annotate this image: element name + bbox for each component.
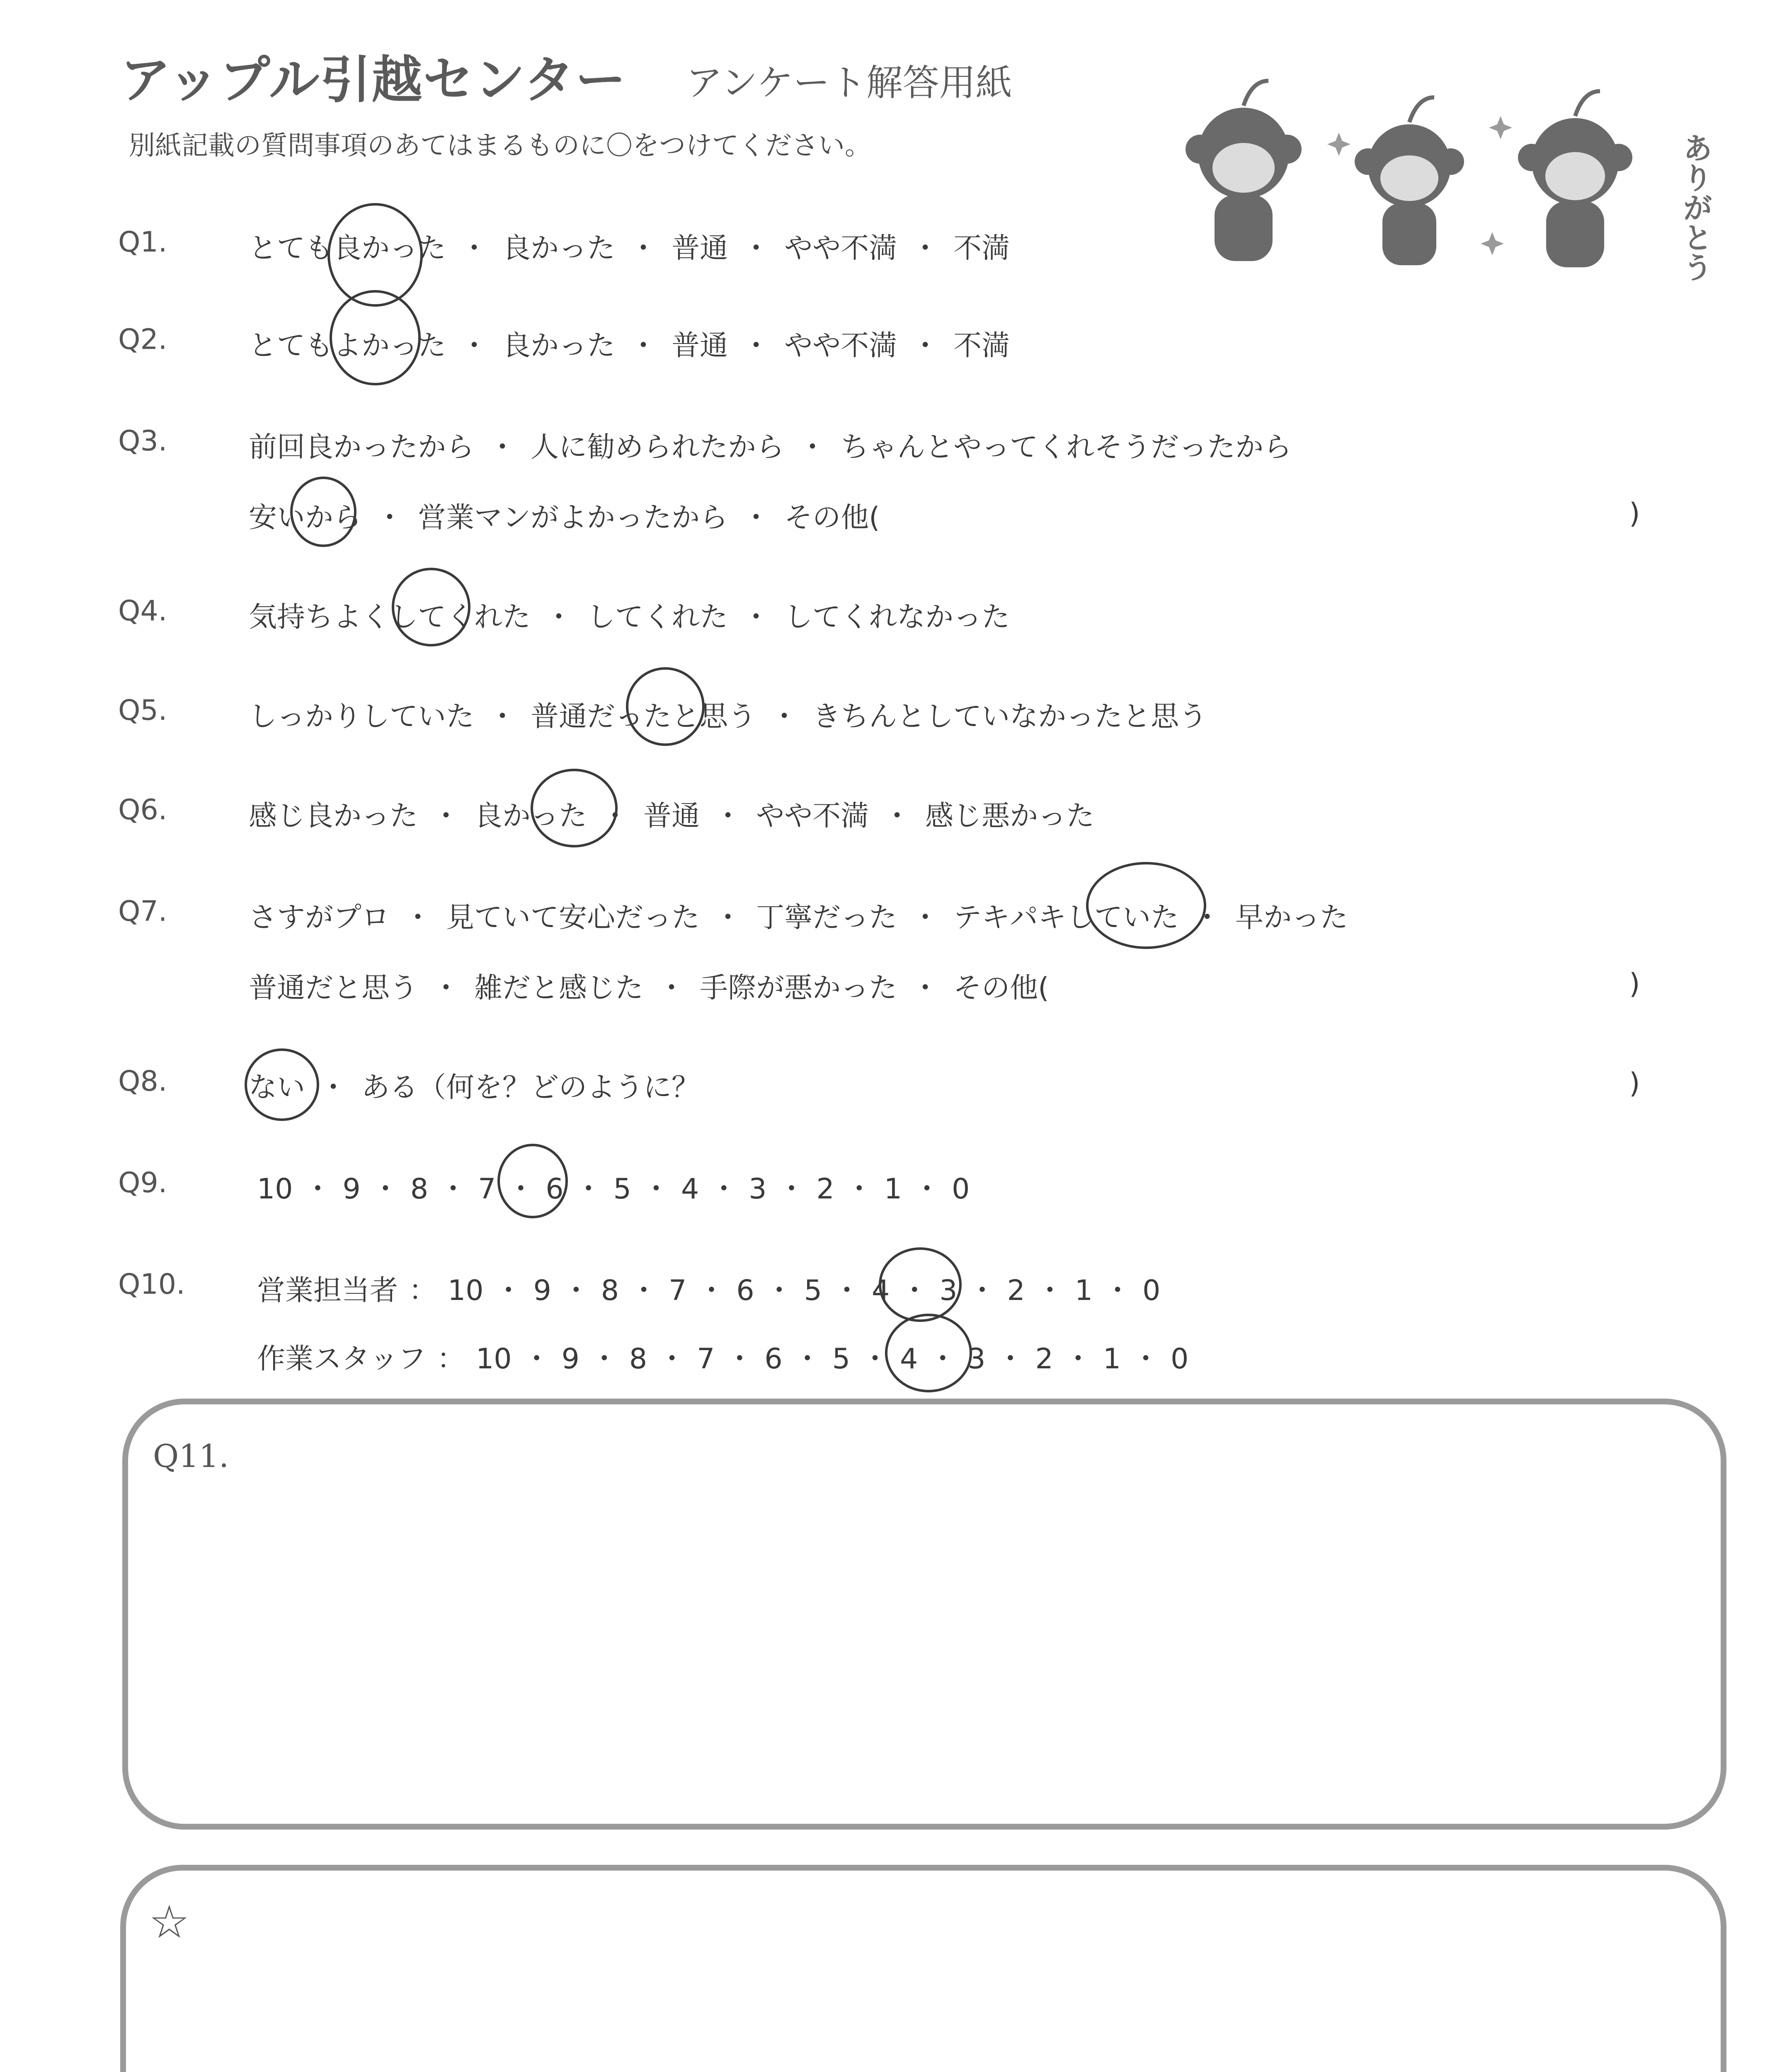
q9-selection-circle [497, 1144, 568, 1218]
q10-staff-score[interactable]: 0 [1171, 1343, 1189, 1375]
q10-label: Q10. [118, 1268, 185, 1301]
q7-close-paren: ) [1629, 968, 1640, 1000]
q4-option[interactable]: してくれた [587, 601, 728, 634]
q10-sales-score[interactable]: 8 [601, 1274, 619, 1307]
q7-options-line1: さすがプロ ・ 見ていて安心だった ・ 丁寧だった ・ テキパキしていた ・ 早かった [249, 901, 1348, 934]
q10-staff-score[interactable]: 8 [629, 1343, 647, 1375]
star-icon: ☆ [149, 1895, 190, 1949]
star-comment-box[interactable] [120, 1865, 1726, 2072]
q7-option[interactable]: 丁寧だった [756, 901, 897, 934]
q10-sales-score[interactable]: 0 [1142, 1274, 1161, 1307]
monkey-mascots-illustration [1161, 66, 1733, 282]
q1-option[interactable]: とても良かった [249, 232, 446, 265]
q7-options-line2: 普通だと思う ・ 雑だと感じた ・ 手際が悪かった ・ その他( [249, 972, 1049, 1005]
q1-option[interactable]: やや不満 [784, 232, 897, 265]
q2-option[interactable]: とてもよかった [249, 329, 446, 362]
q5-option[interactable]: しっかりしていた [249, 700, 475, 733]
q10-staff-label: 作業スタッフ [257, 1343, 427, 1375]
q2-option[interactable]: 不満 [953, 329, 1010, 362]
q6-option[interactable]: 普通 [643, 800, 700, 833]
q10-staff-score[interactable]: 4 [899, 1343, 918, 1375]
q8-option[interactable]: ない [249, 1071, 305, 1104]
q4-selection-circle [392, 568, 470, 646]
monkey-icon [1518, 91, 1632, 267]
q7-option[interactable]: 普通だと思う [249, 972, 418, 1005]
q3-option[interactable]: 人に勧められたから [531, 431, 785, 464]
q7-option[interactable]: 雑だと感じた [474, 972, 644, 1005]
q1-option[interactable]: 普通 [672, 232, 728, 265]
q8-selection-circle [245, 1048, 319, 1121]
q7-option[interactable]: 見ていて安心だった [446, 901, 700, 934]
q6-option[interactable]: 感じ良かった [249, 800, 418, 833]
q10-sales-score[interactable]: 5 [804, 1274, 822, 1307]
q7-selection-circle [1086, 862, 1206, 949]
q9-score[interactable]: 2 [816, 1173, 834, 1205]
q9-scale: 10 ・ 9 ・ 8 ・ 7 ・ 6 ・ 5 ・ 4 ・ 3 ・ 2 ・ 1 ・ 0 [257, 1173, 970, 1205]
q9-score[interactable]: 8 [410, 1173, 429, 1205]
q7-option[interactable]: 早かった [1235, 901, 1348, 934]
q4-options: 気持ちよくしてくれた ・ してくれた ・ してくれなかった [249, 601, 1010, 634]
q9-score[interactable]: 7 [478, 1173, 496, 1205]
q2-option[interactable]: やや不満 [784, 329, 897, 362]
monkey-icon [1186, 81, 1302, 261]
q9-label: Q9. [118, 1167, 167, 1199]
q3-close-paren: ) [1629, 497, 1640, 530]
q5-option[interactable]: 普通だったと思う [531, 700, 756, 733]
q5-selection-circle [626, 667, 705, 746]
q4-label: Q4. [118, 595, 167, 627]
q6-selection-circle [531, 769, 618, 847]
q9-score[interactable]: 3 [749, 1173, 767, 1205]
q2-selection-circle [330, 290, 421, 385]
q8-option[interactable]: ある（何を？どのように？ [361, 1071, 700, 1104]
q8-close-paren: ) [1629, 1067, 1640, 1100]
q10-staff-score[interactable]: 9 [561, 1343, 579, 1375]
q7-option[interactable]: 手際が悪かった [700, 972, 897, 1005]
q3-options-line2: 安いから ・ 営業マンがよかったから ・ その他( [249, 501, 880, 534]
q3-option[interactable]: 営業マンがよかったから [418, 501, 728, 534]
q3-selection-circle [290, 477, 356, 547]
q10-staff-row: 作業スタッフ ： 10 ・ 9 ・ 8 ・ 7 ・ 6 ・ 5 ・ 4 ・ 3 ・ 2 ・ 1 ・ 0 [257, 1343, 1189, 1375]
q10-sales-score[interactable]: 9 [533, 1274, 551, 1307]
q10-sales-score[interactable]: 10 [448, 1274, 484, 1307]
instruction-text: 別紙記載の質問事項のあてはまるものに〇をつけてください。 [128, 131, 871, 161]
mascot-caption: ありがとう [1678, 133, 1713, 282]
q10-staff-score[interactable]: 2 [1035, 1343, 1053, 1375]
q5-options: しっかりしていた ・ 普通だったと思う ・ きちんとしていなかったと思う [249, 700, 1207, 733]
q9-score[interactable]: 6 [546, 1173, 564, 1205]
form-subtitle: アンケート解答用紙 [686, 61, 1012, 104]
q10-sales-score[interactable]: 2 [1007, 1274, 1025, 1307]
q7-option[interactable]: テキパキしていた [953, 901, 1179, 934]
q9-score[interactable]: 0 [952, 1173, 970, 1205]
q10-sales-score[interactable]: 7 [669, 1274, 687, 1307]
q11-label: Q11. [153, 1438, 229, 1474]
q10-sales-row: 営業担当者 ： 10 ・ 9 ・ 8 ・ 7 ・ 6 ・ 5 ・ 4 ・ 3 ・ 2 ・ 1 ・ 0 [257, 1274, 1161, 1307]
q6-option[interactable]: やや不満 [756, 800, 869, 833]
q6-option[interactable]: 感じ悪かった [925, 800, 1095, 833]
q1-label: Q1. [118, 226, 167, 259]
q7-label: Q7. [118, 895, 167, 928]
q10-sales-score[interactable]: 6 [736, 1274, 754, 1307]
q10-staff-score[interactable]: 10 [476, 1343, 512, 1375]
q3-option[interactable]: 安いから [249, 501, 362, 534]
q1-option[interactable]: 不満 [953, 232, 1010, 265]
q10-sales-selection-circle [879, 1247, 962, 1322]
q6-options: 感じ良かった ・ 良かった ・ 普通 ・ やや不満 ・ 感じ悪かった [249, 800, 1095, 833]
q11-comment-box[interactable] [122, 1399, 1726, 1830]
q7-option[interactable]: その他( [953, 972, 1049, 1005]
q3-option[interactable]: ちゃんとやってくれそうだったから [841, 431, 1292, 464]
q3-options-line1: 前回良かったから ・ 人に勧められたから ・ ちゃんとやってくれそうだったから [249, 431, 1292, 464]
q10-sales-score[interactable]: 4 [871, 1274, 890, 1307]
q6-label: Q6. [118, 794, 167, 826]
q1-options: とても良かった ・ 良かった ・ 普通 ・ やや不満 ・ 不満 [249, 232, 1010, 265]
monkey-icon [1355, 97, 1464, 265]
q6-option[interactable]: 良かった [474, 800, 587, 833]
q5-label: Q5. [118, 694, 167, 727]
q8-label: Q8. [118, 1065, 167, 1098]
q10-sales-label: 営業担当者 [257, 1274, 398, 1307]
q1-option[interactable]: 良かった [502, 232, 616, 265]
q10-staff-score[interactable]: 5 [832, 1343, 850, 1375]
q2-option[interactable]: 良かった [502, 329, 616, 362]
q3-label: Q3. [118, 425, 167, 457]
q9-score[interactable]: 5 [613, 1173, 631, 1205]
q10-staff-score[interactable]: 3 [967, 1343, 986, 1375]
q2-label: Q2. [118, 323, 167, 356]
q4-option[interactable]: してくれなかった [784, 601, 1010, 634]
form-title: アップル引越センター [120, 51, 627, 109]
q10-staff-selection-circle [885, 1314, 972, 1392]
q2-option[interactable]: 普通 [672, 329, 728, 362]
q3-option[interactable]: 前回良かったから [249, 431, 475, 464]
q5-option[interactable]: きちんとしていなかったと思う [812, 700, 1207, 733]
q4-option[interactable]: 気持ちよくしてくれた [249, 601, 531, 634]
q10-sales-score[interactable]: 1 [1074, 1274, 1093, 1307]
q9-score[interactable]: 4 [681, 1173, 699, 1205]
q7-option[interactable]: さすがプロ [249, 901, 390, 934]
q2-options: とてもよかった ・ 良かった ・ 普通 ・ やや不満 ・ 不満 [249, 329, 1010, 362]
q10-staff-score[interactable]: 6 [764, 1343, 783, 1375]
q9-score[interactable]: 9 [342, 1173, 361, 1205]
q8-options: ない ・ ある（何を？どのように？ [249, 1071, 700, 1104]
q9-score[interactable]: 10 [257, 1173, 293, 1205]
q10-staff-score[interactable]: 1 [1103, 1343, 1121, 1375]
q10-staff-score[interactable]: 7 [697, 1343, 715, 1375]
q3-option[interactable]: その他( [784, 501, 880, 534]
q9-score[interactable]: 1 [884, 1173, 902, 1205]
q10-sales-score[interactable]: 3 [939, 1274, 958, 1307]
